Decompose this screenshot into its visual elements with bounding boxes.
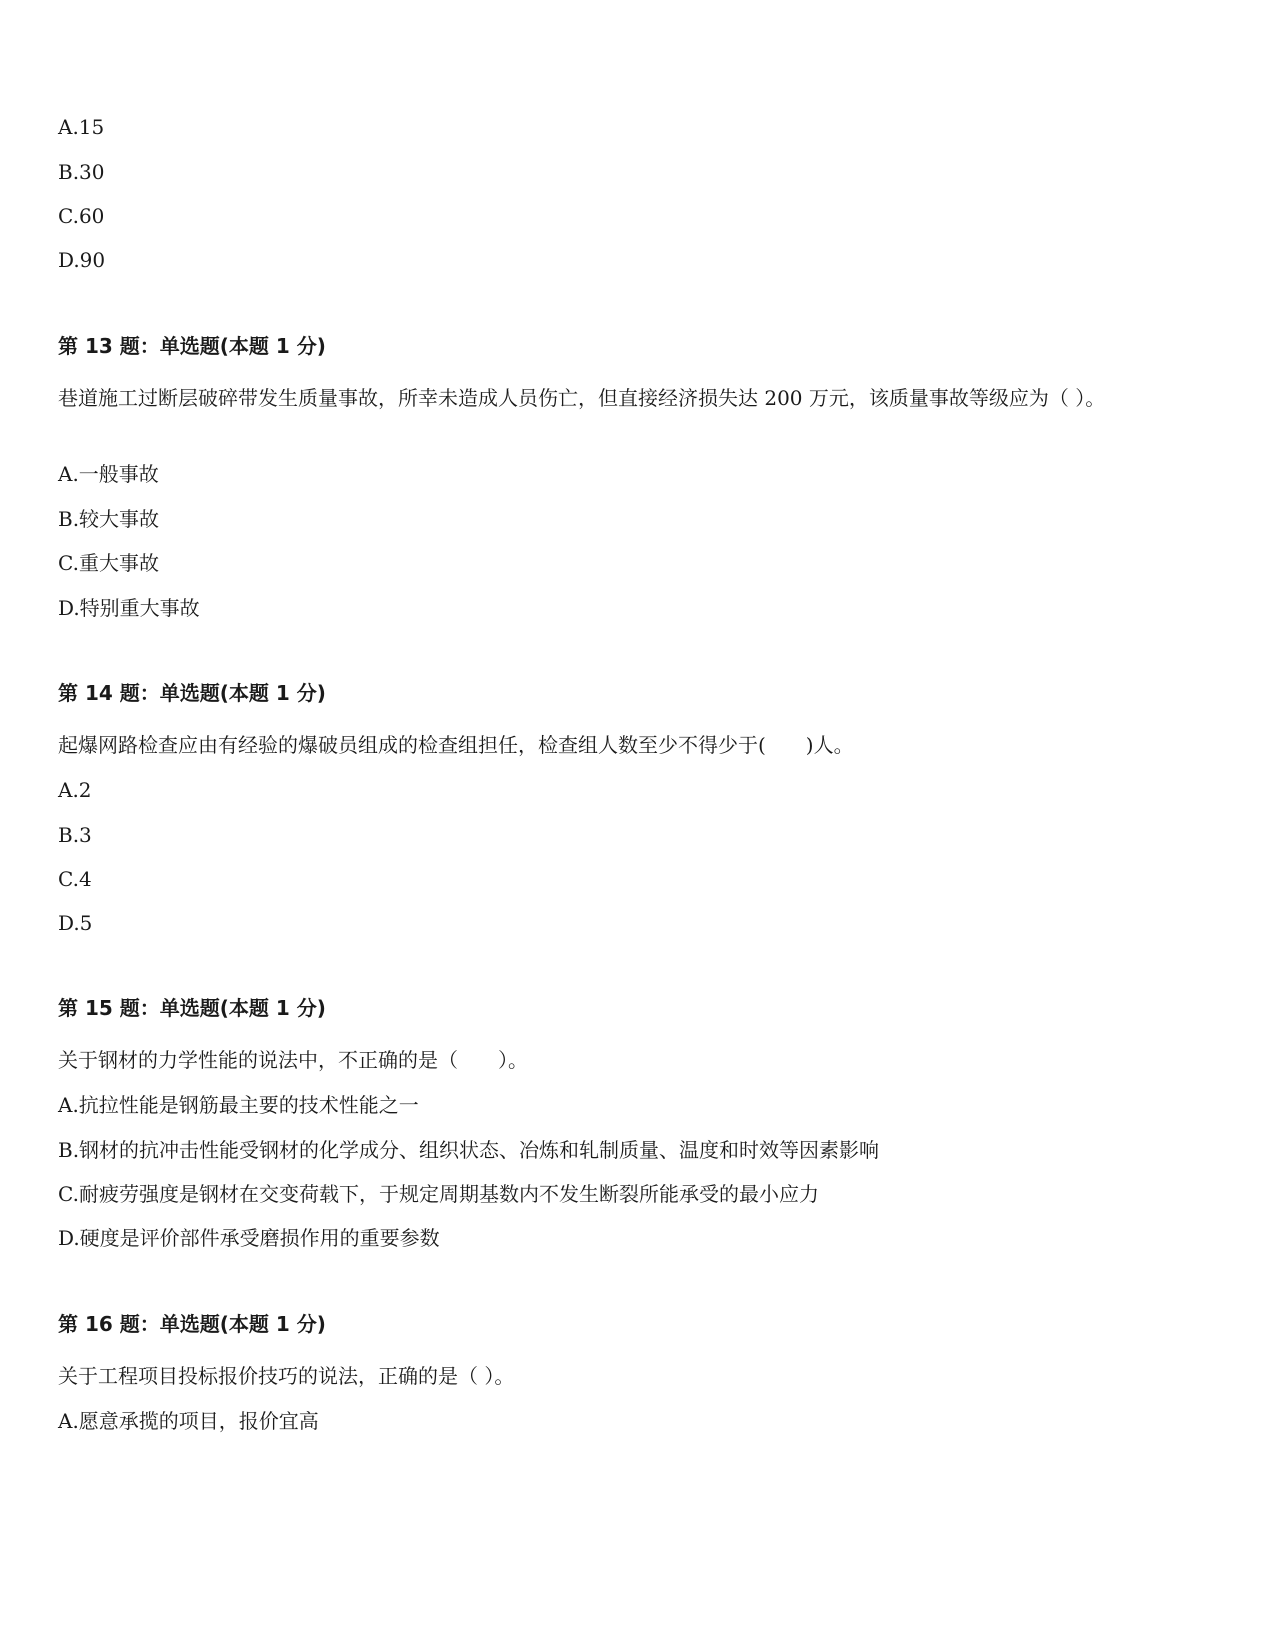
question-14-title: 第 14 题：单选题(本题 1 分): [58, 681, 326, 705]
question-13-option-c: C.重大事故: [58, 551, 159, 575]
question-14-stem: 起爆网路检查应由有经验的爆破员组成的检查组担任，检查组人数至少不得少于( )人。: [58, 733, 854, 757]
question-13-option-d: D.特别重大事故: [58, 596, 200, 620]
question-15-option-b: B.钢材的抗冲击性能受钢材的化学成分、组织状态、冶炼和轧制质量、温度和时效等因素影响: [58, 1138, 880, 1162]
question-14-option-d: D.5: [58, 911, 93, 935]
question-14-option-c: C.4: [58, 867, 92, 891]
option-b: B.30: [58, 160, 105, 184]
question-13-option-a: A.一般事故: [58, 462, 159, 486]
question-15-option-c: C.耐疲劳强度是钢材在交变荷载下，于规定周期基数内不发生断裂所能承受的最小应力: [58, 1182, 819, 1206]
question-16-title: 第 16 题：单选题(本题 1 分): [58, 1312, 326, 1336]
question-13-option-b: B.较大事故: [58, 507, 160, 531]
question-14-option-b: B.3: [58, 823, 92, 847]
question-15-option-d: D.硬度是评价部件承受磨损作用的重要参数: [58, 1226, 440, 1250]
question-15-title: 第 15 题：单选题(本题 1 分): [58, 996, 326, 1020]
option-a: A.15: [58, 115, 105, 139]
question-14-option-a: A.2: [58, 778, 92, 802]
question-15-stem: 关于钢材的力学性能的说法中，不正确的是（ ）。: [58, 1048, 528, 1072]
question-13-title: 第 13 题：单选题(本题 1 分): [58, 334, 326, 358]
question-16-option-a: A.愿意承揽的项目，报价宜高: [58, 1409, 319, 1433]
question-16-stem: 关于工程项目投标报价技巧的说法，正确的是（ ）。: [58, 1364, 515, 1388]
option-d: D.90: [58, 248, 106, 272]
question-15-option-a: A.抗拉性能是钢筋最主要的技术性能之一: [58, 1093, 419, 1117]
option-c: C.60: [58, 204, 105, 228]
question-13-stem: 巷道施工过断层破碎带发生质量事故，所幸未造成人员伤亡，但直接经济损失达 200 万元，该质量事故等级应为（ ）。: [58, 386, 1106, 410]
